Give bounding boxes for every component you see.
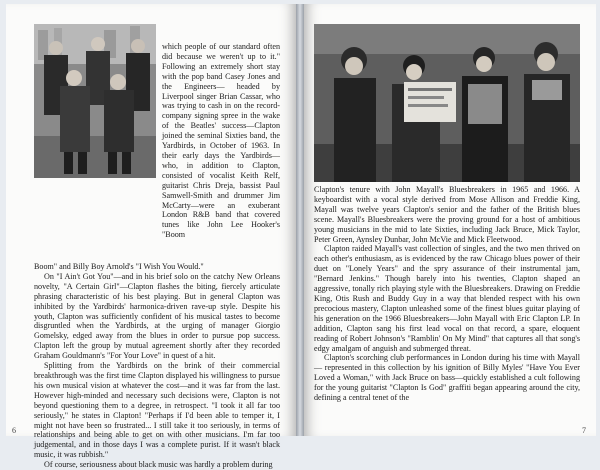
right-paragraph-2: Clapton raided Mayall's vast collection of singles, and the two men thrived on each other's enthusiasm, as is evidenced by the raw Chicago blues power of their duet on "Lonely Years" and the spry assurance of their instrumental jam, "Bernard Jenkins." Though barely into his twenties, Clapton shaped an aggressive, tonally rich playing style with the Bluesbreakers. Drawing on Freddie King, Otis Rush and Buddy Guy in a way that blended respect with his own precocious mastery, Clapton unleashed some of the finest blues guitar playing of his generation on the 1966 Bluesbreakers—John Mayall with Eric Clapton LP. In addition, Clapton sang his first lead vocal on that record, a spare, eloquent reading of Robert Johnson's "Ramblin' On My Mind" that captures all that song's edgy amalgam of anguish and submerged threat. [314,244,580,353]
right-page [304,4,596,436]
left-paragraph-1: Boom" and Billy Boy Arnold's "I Wish You Would." [34,262,204,271]
right-paragraph-1: Clapton's tenure with John Mayall's Bluesbreakers in 1965 and 1966. A keyboardist with a vocal style derived from Mose Allison and Freddie King, Mayall was twelve years Clapton's senior and the father of the British blues scene. Mayall's Bluesbreakers were the proving ground for a host of ambitious young musicians in the mid to late Sixties, including Jack Bruce, Mick Taylor, Peter Green, Aynsley Dunbar, John McVie and Mick Fleetwood. [314,185,580,244]
yardbirds-photo-image [34,24,156,178]
left-page [6,4,296,470]
bluesbreakers-photo-image [314,24,580,182]
left-paragraph-4: Of course, seriousness about black music was hardly a problem during [44,460,273,470]
left-paragraph-2: On "I Ain't Got You"—and in his brief solo on the catchy New Orleans novelty, "A Certain Girl"—Clapton flashes the biting, fiercely articulate phrasing characteristic of his best playing. But in general Clapton was inhibited by the Yardbirds' harmonica-driven rave-up style. Despite his youth, Clapton was sufficiently confident of his musical tastes to become disgruntled when the Yardbirds, at the urging of manager Giorgio Gomelsky, edged away from the blues in order to pursue pop success. Clapton left the group by mutual agreement shortly after they recorded Graham Gouldmann's "For Your Love" in quest of a hit. [34,271,280,361]
left-top-text [162,42,280,240]
right-body-text [314,185,580,403]
right-page-number: 7 [582,426,586,435]
left-page-number: 6 [12,426,16,435]
left-body-text [34,262,280,470]
left-top-paragraph: which people of our standard often did because we weren't up to it." Following an extremely short stay with the pop band Casey Jones and the Engineers— headed by Liverpool singer Brian Cassar, who was trying to cash in on the record-company signing spree in the wake of the Beatles' success—Clapton joined the seminal Sixties band, the Yardbirds, in October of 1963. In their early days the Yardbirds—who, in addition to Clapton, consisted of vocalist Keith Relf, guitarist Chris Dreja, bassist Paul Samwell-Smith and drummer Jim McCarty—were an exuberant London R&B band that covered tunes like John Lee Hooker's "Boom [162,42,280,240]
left-paragraph-3: Splitting from the Yardbirds on the brink of their commercial breakthrough was the first time Clapton displayed his willingness to pursue his own musical vision at whatever the cost—and it was far from the last. However high-minded and necessary such decisions were, Clapton is not beyond questioning them to a degree, in retrospect. "I took it all far too seriously," he states in Clapton! "Perhaps if I'd been able to temper it, I might not have been so frustrated... I still take it too seriously, in terms of relationships and being able to get on with other musicians. I'm far too judgemental, and in those days I was a complete purist. If it wasn't black music, it was rubbish." [34,361,280,460]
right-paragraph-3: Clapton's scorching club performances in London during his time with Mayall— represented in this collection by his ignition of Billy Myles' "Have You Ever Loved a Woman," with Jack Bruce on bass—quickly established a cult following for the young guitarist "Clapton Is God" graffiti began appearing around the city, defining a central tenet of the [314,353,580,403]
book-gutter [296,4,304,436]
bluesbreakers-photo [314,24,580,182]
yardbirds-photo [34,24,156,178]
